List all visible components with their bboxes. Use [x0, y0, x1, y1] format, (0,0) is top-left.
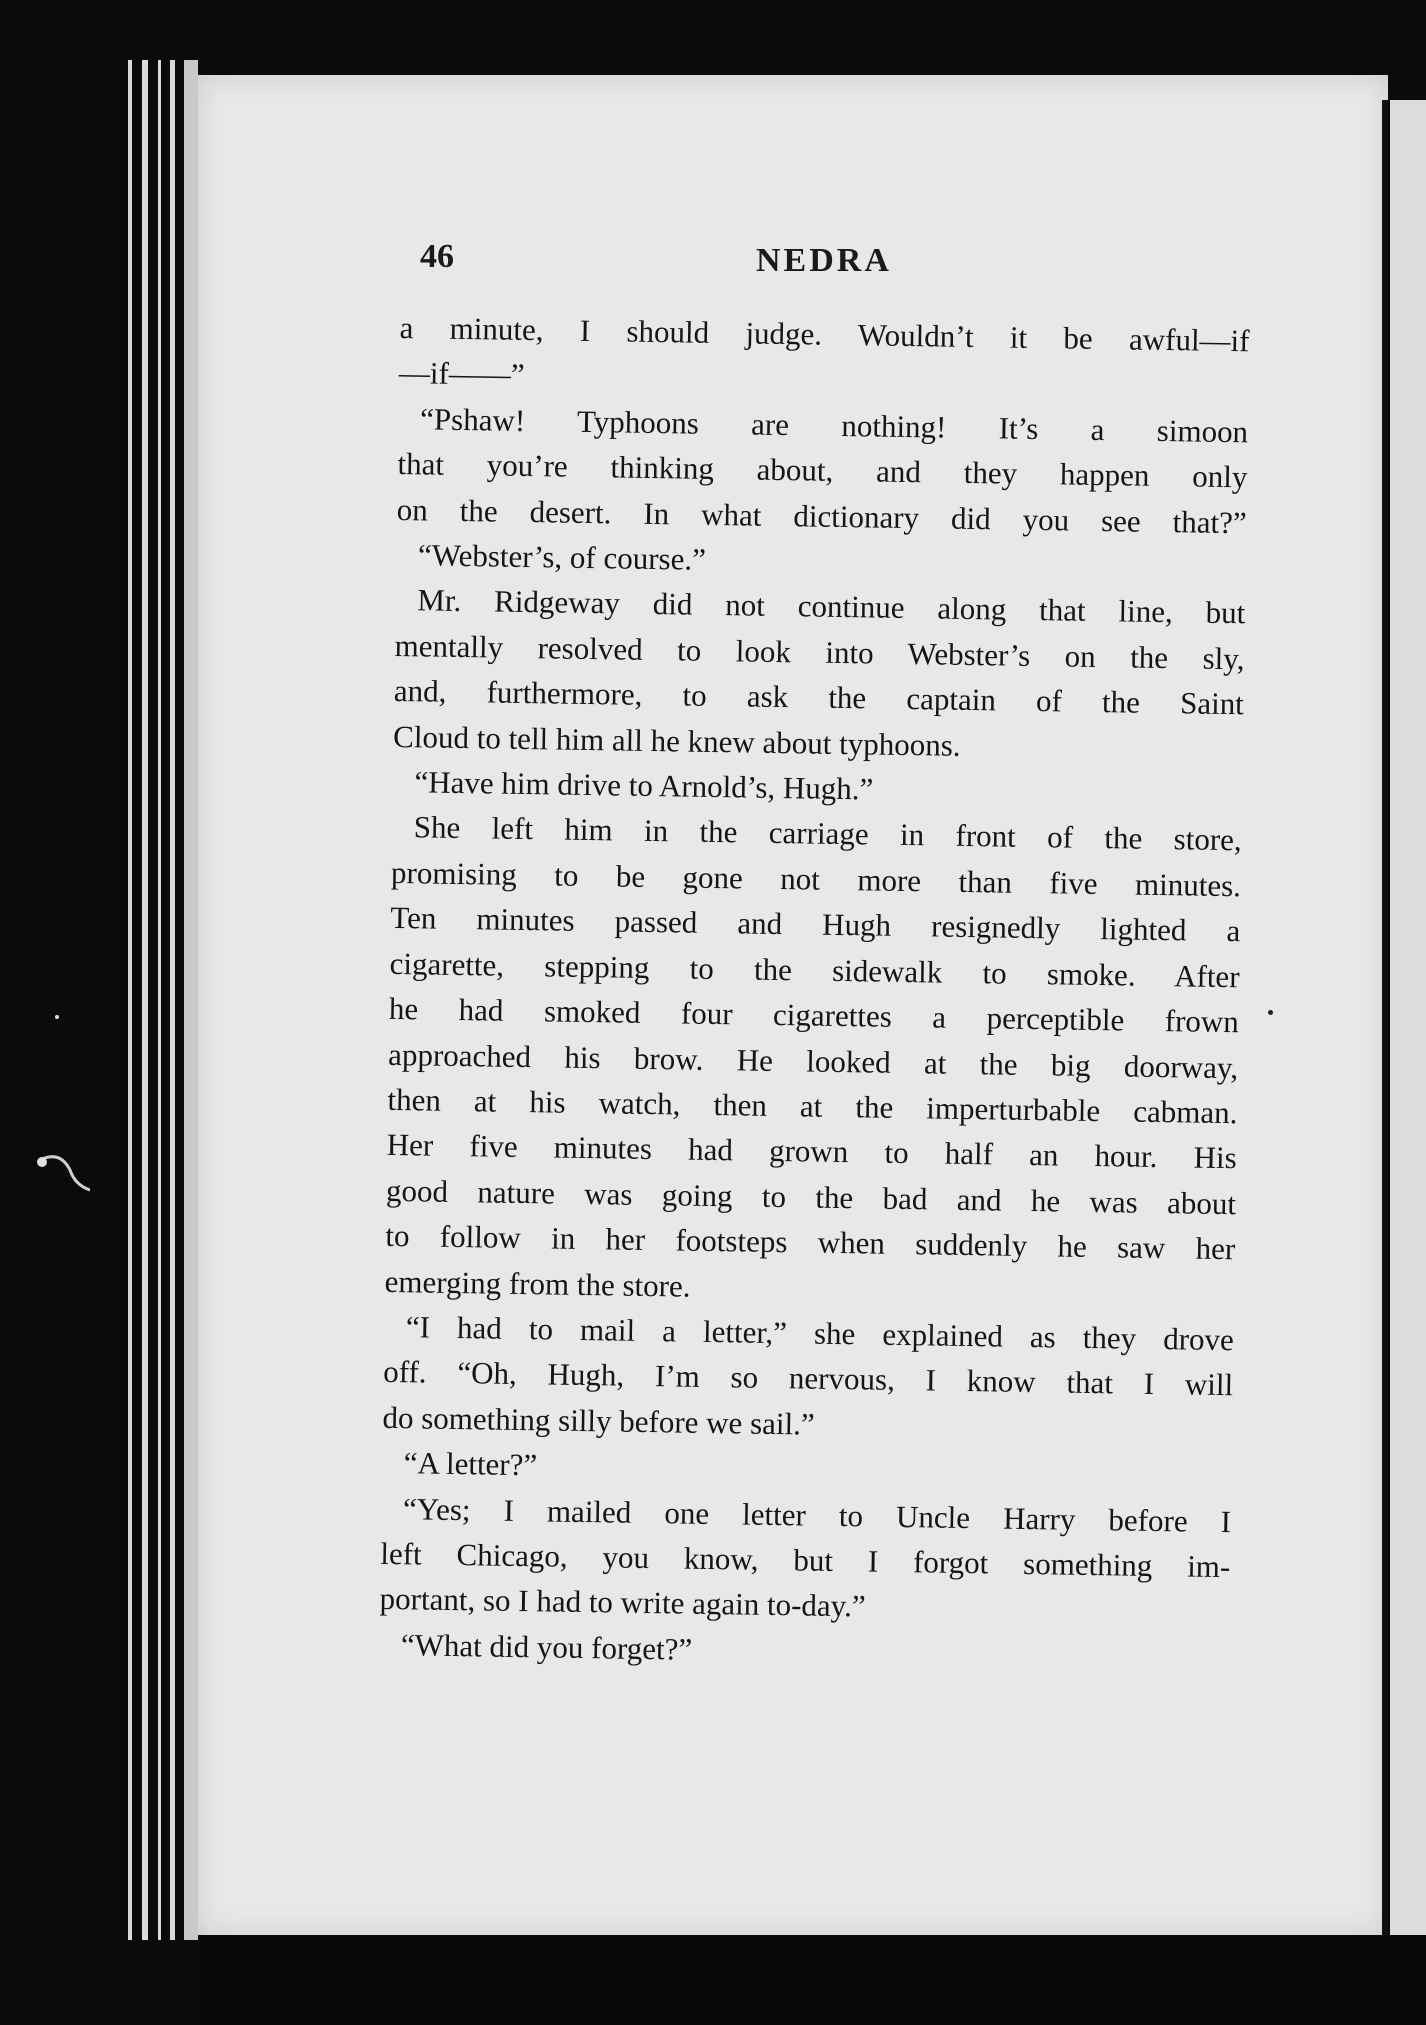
text-line: —if——” — [398, 355, 525, 393]
body-text — [379, 305, 1250, 1680]
text-line: good nature was going to the bad and he was about — [385, 1172, 1237, 1221]
text-line: approached his brow. He looked at the big doorway, — [387, 1036, 1239, 1085]
text-line: “Yes; I mailed one letter to Uncle Harry before I — [402, 1490, 1232, 1539]
text-line: to follow in her footsteps when suddenly he saw her — [385, 1218, 1236, 1267]
text-line: “A letter?” — [403, 1445, 538, 1483]
text-line: portant, so I had to write again to-day.” — [379, 1581, 866, 1624]
text-line: Mr. Ridgeway did not continue along that line, but — [417, 582, 1246, 631]
running-head — [420, 238, 1240, 288]
text-line: a minute, I should judge. Wouldn’t it be awful—if — [399, 309, 1250, 359]
text-line: off. “Oh, Hugh, I’m so nervous, I know that I will — [382, 1354, 1234, 1403]
scan-speck — [55, 1015, 59, 1019]
text-line: on the desert. In what dictionary did you see that?” — [396, 491, 1247, 540]
text-line: that you’re thinking about, and they happen only — [397, 446, 1248, 495]
text-line: emerging from the store. — [384, 1263, 691, 1304]
text-line: “Webster’s, of course.” — [417, 537, 707, 577]
text-line: “Pshaw! Typhoons are nothing! It’s a simoon — [419, 401, 1249, 450]
book-binding-edge — [128, 60, 208, 1940]
text-line: She left him in the carriage in front of the store, — [413, 809, 1242, 858]
paper-curl-icon — [30, 1140, 90, 1200]
text-line: “What did you forget?” — [400, 1626, 693, 1667]
text-line: left Chicago, you know, but I forgot something im- — [380, 1535, 1231, 1585]
text-line: cigarette, stepping to the sidewalk to smoke. After — [389, 945, 1240, 994]
text-line: do something silly before we sail.” — [382, 1399, 815, 1442]
text-line: “I had to mail a letter,” she explained as they drove — [405, 1309, 1235, 1358]
facing-page-edge — [1390, 100, 1426, 1940]
text-line: mentally resolved to look into Webster’s on the sly, — [394, 627, 1245, 677]
scan-bottom-border — [198, 1935, 1426, 2025]
text-line: Her five minutes had grown to half an hour. His — [386, 1127, 1237, 1176]
text-line: then at his watch, then at the imperturbable cabman. — [387, 1081, 1238, 1131]
text-line: “Have him drive to Arnold’s, Hugh.” — [414, 764, 874, 807]
text-line: he had smoked four cigarettes a perceptible frown — [388, 991, 1240, 1040]
text-line: Cloud to tell him all he knew about typhoons. — [392, 718, 961, 763]
text-line: promising to be gone not more than five minutes. — [390, 854, 1242, 904]
scan-speck — [1268, 1010, 1273, 1015]
page-number: 46 — [420, 238, 454, 275]
text-line: Ten minutes passed and Hugh resignedly lighted a — [390, 900, 1241, 949]
running-title: NEDRA — [756, 242, 892, 279]
text-line: and, furthermore, to ask the captain of the Saint — [393, 673, 1245, 722]
page-gutter-line — [1382, 100, 1388, 1940]
